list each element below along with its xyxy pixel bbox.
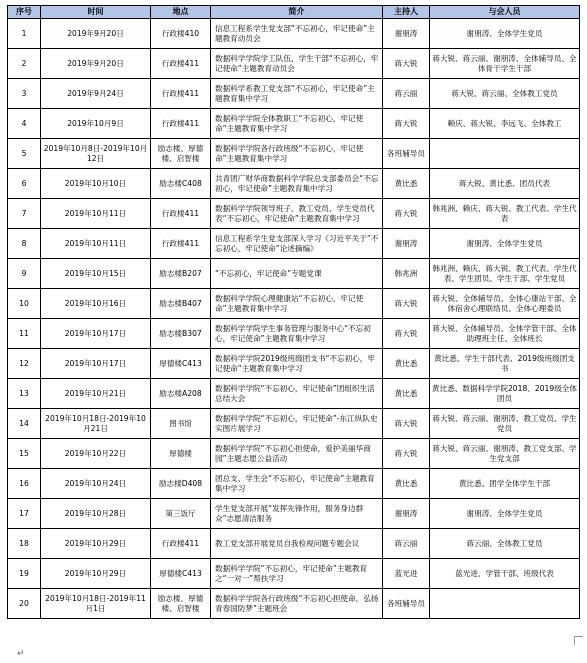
cell-brief: 团总支、学生会“不忘初心，牢记使命”主题教育集中学习 [211,469,383,499]
cell-attendees: 蓝光进、学管干部、班级代表 [430,559,580,589]
cell-time: 2019年10月17日 [41,319,151,349]
cell-no: 12 [8,349,41,379]
table-row [8,499,580,529]
cell-brief: 数据科学学院“不忘初心担使命，爱护美丽华商园”主题志愿公益活动 [211,439,383,469]
cell-host: 蓝光进 [383,559,430,589]
cell-time: 2019年10月11日 [41,199,151,229]
table-header-row [8,6,580,19]
cell-time: 2019年10月29日 [41,559,151,589]
cell-time: 2019年10月11日 [41,229,151,259]
cell-attendees: 谢朋涛、全体学生党员 [430,19,580,49]
table-row [8,169,580,199]
document-page [7,5,579,619]
cell-attendees: 黄比悉、团学全体学生干部 [430,469,580,499]
cell-time: 2019年10月21日 [41,379,151,409]
cell-brief: 数据科学学院各行政班级“不忘初心，牢记使命”主题教育集中学习 [211,139,383,169]
cell-no: 13 [8,379,41,409]
table-row [8,559,580,589]
cell-brief: 信息工程系学生党支部“不忘初心，牢记使命”主题教育动员会 [211,19,383,49]
cell-host: 蒋大锐 [383,199,430,229]
cell-place: 厚德楼C413 [151,559,211,589]
cell-brief: 共青团广财华商数据科学学院总支部委员会“不忘初心，牢记使命”主题教育集中学习 [211,169,383,199]
cell-host: 蒋大锐 [383,409,430,439]
cell-brief: 数据科学学院学生事务管理与服务中心“不忘初心，牢记使命”主题教育集中学习 [211,319,383,349]
cell-attendees: 黄比悉、学生干部代表、2019级班级团支书 [430,349,580,379]
cell-host: 蒋大锐 [383,49,430,79]
cell-place: 励志楼B307 [151,319,211,349]
cell-place: 行政楼411 [151,229,211,259]
table-row [8,409,580,439]
table-body [8,19,580,619]
cell-place: 励志楼B207 [151,259,211,289]
cell-brief: 数据科学学院心理健康站“不忘初心，牢记使命”主题教育集中学习 [211,289,383,319]
cell-time: 2019年10月18日-2019年11月1日 [41,589,151,619]
cell-time: 2019年10月18日-2019年10月21日 [41,409,151,439]
activity-table [7,5,580,619]
cell-brief: 数据科学学院“不忘初心，牢记使命”团组织生活总结大会 [211,379,383,409]
cell-brief: “不忘初心，牢记使命”专题党课 [211,259,383,289]
cell-attendees: 蒋大锐、全体辅导员、全体学管干部、全体助理班主任、全体班长 [430,319,580,349]
cell-time: 2019年9月20日 [41,49,151,79]
header-place: 地点 [151,6,211,19]
cell-host: 谢朋涛 [383,499,430,529]
cell-place: 行政楼411 [151,529,211,559]
table-row [8,49,580,79]
cell-brief: 数据科学学院2019级班级团支书“不忘初心，牢记使命”主题教育集中学习 [211,349,383,379]
cell-place: 励志楼C408 [151,169,211,199]
cell-brief: 数据科学学院领导班子、教工党员、学生党员代表“不忘初心，牢记使命”主题教育集中学习 [211,199,383,229]
cell-attendees: 赖庆、蒋大锐、李远飞、全体教工 [430,109,580,139]
cell-host: 各班辅导员 [383,139,430,169]
cell-brief: 信息工程系学生党支部深入学习《习近平关于“不忘初心，牢记使命”论述摘编》 [211,229,383,259]
cell-host: 黄比悉 [383,379,430,409]
cell-time: 2019年10月29日 [41,529,151,559]
cell-no: 16 [8,469,41,499]
cell-brief: 数据科学学院“不忘初心，牢记使命”-东江纵队史实图片展学习 [211,409,383,439]
cell-no: 6 [8,169,41,199]
cell-no: 15 [8,439,41,469]
cell-attendees: 谢朋涛、全体学生党员 [430,229,580,259]
cell-no: 7 [8,199,41,229]
cell-attendees: 韩兆洲、赖庆、蒋大锐、教工代表、学生代表 [430,199,580,229]
table-row [8,319,580,349]
cell-attendees [430,589,580,619]
cell-time: 2019年10月17日 [41,349,151,379]
cell-brief: 数据科学学院“不忘初心，牢记使命”主题教育之“一对一”帮扶学习 [211,559,383,589]
cell-time: 2019年10月9日 [41,109,151,139]
cell-host: 韩兆洲 [383,259,430,289]
cell-time: 2019年10月10日 [41,169,151,199]
cell-no: 1 [8,19,41,49]
cell-place: 行政楼411 [151,49,211,79]
table-row [8,289,580,319]
cell-host: 谢朋涛 [383,229,430,259]
header-no: 序号 [8,6,41,19]
cell-place: 厚德楼C413 [151,349,211,379]
cell-attendees: 蒋云丽、全体教工党员 [430,529,580,559]
cell-place: 行政楼411 [151,199,211,229]
table-row [8,349,580,379]
cell-no: 10 [8,289,41,319]
cell-attendees: 蒋大锐、蒋云丽、全体教工党员 [430,79,580,109]
paragraph-mark: ↵ [17,649,25,659]
cell-place: 励志楼、厚德楼、启智楼 [151,139,211,169]
cell-host: 蒋云丽 [383,79,430,109]
cell-host: 黄比悉 [383,349,430,379]
table-row [8,79,580,109]
cell-time: 2019年10月24日 [41,469,151,499]
cell-place: 图书馆 [151,409,211,439]
table-row [8,379,580,409]
cell-place: 第三饭厅 [151,499,211,529]
page-corner-mark [574,636,583,645]
cell-host: 黄比悉 [383,469,430,499]
cell-time: 2019年10月22日 [41,439,151,469]
cell-host: 谢朋涛 [383,19,430,49]
cell-brief: 数据科学学院各行政班级“不忘初心担使命，弘扬青春国防梦”主题班会 [211,589,383,619]
table-row [8,109,580,139]
cell-attendees: 蒋大锐、蒋云丽、谢朋涛、全体辅导员、全体骨干学生干部 [430,49,580,79]
cell-no: 20 [8,589,41,619]
cell-attendees: 谢朋涛、全体学生党员 [430,499,580,529]
header-attendees: 与会人员 [430,6,580,19]
cell-no: 19 [8,559,41,589]
cell-host: 蒋大锐 [383,109,430,139]
table-row [8,229,580,259]
header-brief: 简介 [211,6,383,19]
cell-brief: 数据科学系教工党支部“不忘初心，牢记使命”主题教育集中学习 [211,79,383,109]
cell-attendees: 蒋大锐、蒋云丽、谢朋涛、教工党员、学生党员 [430,409,580,439]
cell-host: 蒋云丽 [383,529,430,559]
cell-place: 励志楼D408 [151,469,211,499]
cell-time: 2019年9月20日 [41,19,151,49]
cell-no: 14 [8,409,41,439]
cell-place: 行政楼410 [151,19,211,49]
cell-no: 3 [8,79,41,109]
cell-no: 5 [8,139,41,169]
table-row [8,139,580,169]
cell-host: 蒋大锐 [383,319,430,349]
table-row [8,199,580,229]
cell-attendees: 蒋大锐、黄比悉、团员代表 [430,169,580,199]
cell-place: 励志楼、厚德楼、启智楼 [151,589,211,619]
cell-host: 蒋大锐 [383,289,430,319]
cell-time: 2019年9月24日 [41,79,151,109]
cell-attendees [430,139,580,169]
cell-place: 行政楼411 [151,109,211,139]
cell-brief: 数据科学学院学工队伍、学生干部“不忘初心，牢记使命”主题教育动员会 [211,49,383,79]
cell-attendees: 韩兆洲、赖庆、蒋大锐、教工代表、学生代表、学生团员、学生干部、学生党员 [430,259,580,289]
cell-place: 励志楼A208 [151,379,211,409]
table-row [8,529,580,559]
cell-place: 行政楼411 [151,79,211,109]
cell-no: 11 [8,319,41,349]
cell-no: 4 [8,109,41,139]
cell-no: 9 [8,259,41,289]
header-host: 主持人 [383,6,430,19]
cell-host: 各班辅导员 [383,589,430,619]
cell-attendees: 黄比悉、数据科学学院2018、2019级全体团员 [430,379,580,409]
cell-no: 18 [8,529,41,559]
cell-host: 黄比悉 [383,169,430,199]
cell-host: 蒋大锐 [383,439,430,469]
cell-no: 8 [8,229,41,259]
cell-no: 2 [8,49,41,79]
cell-time: 2019年10月28日 [41,499,151,529]
cell-brief: 教工党支部开展党员自我检视问题专题会议 [211,529,383,559]
table-row [8,589,580,619]
cell-time: 2019年10月16日 [41,289,151,319]
table-row [8,469,580,499]
cell-attendees: 蒋大锐、蒋云丽、谢朋涛、教工党支部、学生党支部 [430,439,580,469]
cell-brief: 数据科学学院全体教职工“不忘初心，牢记使命”主题教育集中学习 [211,109,383,139]
cell-attendees: 蒋大锐、全体辅导员、全体心康站干部、全体宿舍心理联络员、全体心理委员 [430,289,580,319]
cell-time: 2019年10月15日 [41,259,151,289]
cell-place: 厚德楼 [151,439,211,469]
header-time: 时间 [41,6,151,19]
cell-brief: 学生党支部开展“发挥先锋作用，服务身边群众”志愿清洁服务 [211,499,383,529]
cell-no: 17 [8,499,41,529]
cell-place: 励志楼B407 [151,289,211,319]
table-row [8,259,580,289]
table-row [8,19,580,49]
table-row [8,439,580,469]
cell-time: 2019年10月8日-2019年10月12日 [41,139,151,169]
